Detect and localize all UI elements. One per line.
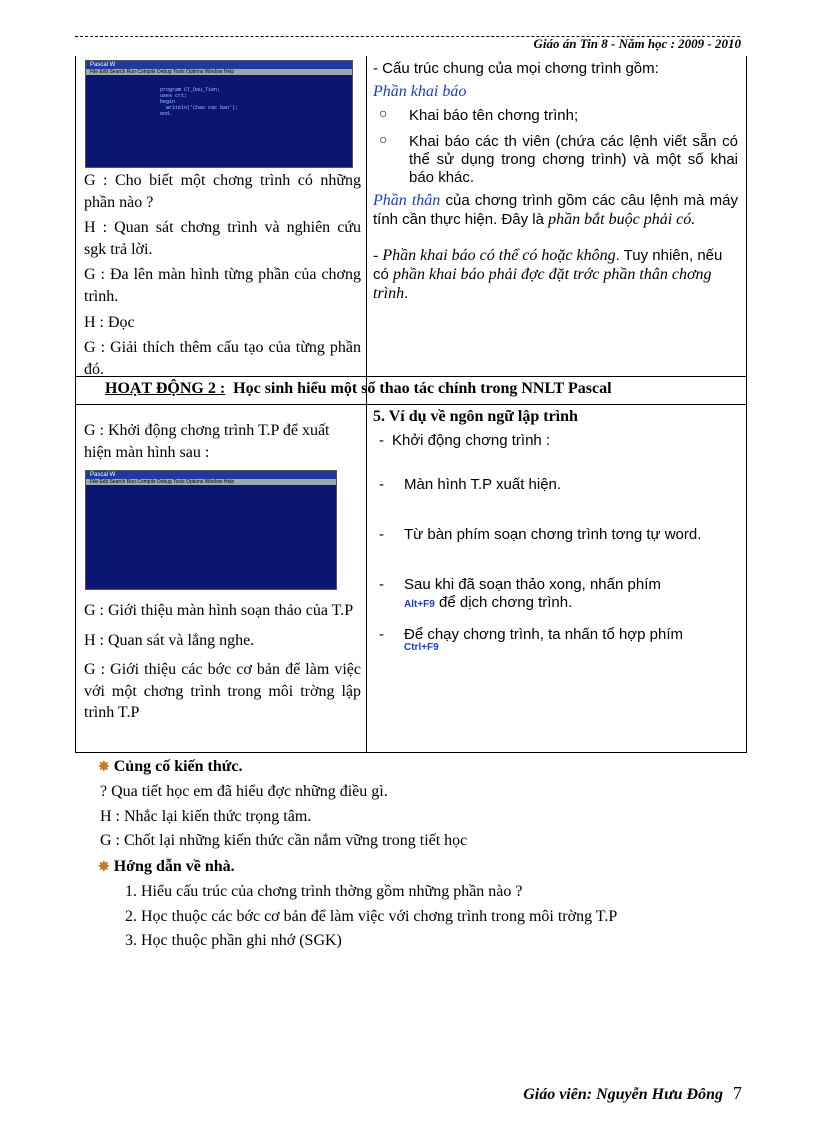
activity2-heading (105, 380, 745, 398)
page-header: Giáo án Tin 8 - Năm học : 2009 - 2010 (533, 36, 741, 51)
huongdan-title: Hớng dẫn về nhà. (113, 858, 235, 875)
text-line: G : Cho biết một chơng trình có những phần nào ? (84, 172, 361, 211)
star-icon: ✸ (98, 860, 110, 875)
text-line: G : Giới thiệu các bớc cơ bản để làm việc với một chơng trình trong môi trờng lập trình T.P (84, 661, 361, 722)
star-icon: ✸ (98, 760, 110, 775)
screen-title: Pascal W (86, 61, 352, 69)
list-item-text (373, 576, 738, 612)
list-item (373, 476, 738, 494)
activity2-label: HOẠT ĐỘNG 2 : (105, 380, 226, 397)
kb-lead: - Phần khai báo có thể có hoặc không (373, 246, 616, 264)
khai-bao-heading: Phần khai báo (373, 83, 467, 100)
text-line: H : Đọc (84, 313, 135, 331)
screen-menu: File Edit Search Run Compile Debug Tools Options Window Help (86, 479, 336, 485)
cungco-lines (100, 781, 760, 852)
than-paragraph (373, 191, 738, 229)
ctrl-f9-key: Ctrl+F9 (404, 642, 439, 653)
dash-marker: - (379, 432, 384, 449)
dash-marker: - (379, 626, 384, 643)
row2-left-top: G : Khởi động chơng trình T.P để xuất hiện màn hình sau : (84, 422, 330, 461)
dash-marker: - (379, 526, 384, 543)
cungco-line: ? Qua tiết học em đã hiểu đợc những điều gì. (100, 783, 388, 800)
list-item (373, 432, 738, 450)
than-lead: Phần thân (373, 192, 441, 210)
cungco-line: G : Chốt lại những kiến thức cần nắm vững trong tiết học (100, 832, 468, 850)
row1-left-text (84, 170, 361, 380)
activity2-title: Học sinh hiểu một số thao tác chính trong NNLT Pascal (233, 380, 612, 397)
example-title: 5. Ví dụ về ngôn ngữ lập trình (373, 408, 578, 425)
huongdan-list (125, 881, 755, 952)
kb-emphasis: phần khai báo phải đợc đặt trớc phần thân chơng trình (373, 265, 712, 302)
homework-item: 2. Học thuộc các bớc cơ bản để làm việc với chơng trình trong môi trờng T.P (125, 907, 618, 925)
text-line: H : Quan sát chơng trình và nghiên cứu sgk trả lời. (84, 219, 361, 258)
page-number: 7 (733, 1083, 742, 1103)
text-line: G : Giới thiệu màn hình soạn thảo của T.P (84, 602, 354, 619)
than-text: của chơng trình gồm các câu lệnh mà máy tính cần thực hiện. Đây là (373, 192, 738, 229)
list-item-line: Sau khi đã soạn thảo xong, nhấn phím (404, 576, 661, 593)
bullet-item (373, 107, 738, 125)
list-item (373, 526, 738, 544)
row-divider-2 (75, 404, 747, 405)
list-item-text (373, 626, 738, 654)
cungco-section (98, 756, 758, 778)
than-emphasis: phần bắt buộc phải có. (548, 211, 696, 229)
dash-marker: - (379, 476, 384, 493)
kb-text: . Tuy nhiên, nếu có (373, 246, 723, 283)
alt-f9-key: Alt+F9 (404, 599, 435, 610)
list-item (373, 626, 738, 654)
key1-after: để dịch chơng trình. (434, 594, 573, 611)
text-line: G : Giải thích thêm cấu tạo của từng phần đó. (84, 339, 361, 378)
footer-author: Giáo viên: Nguyễn Hưu Đông (523, 1086, 723, 1103)
text-line: G : Đa lên màn hình từng phần của chơng trình. (84, 266, 361, 305)
kb-paragraph (373, 246, 738, 304)
screen-code: program CT_Dau_Tien; uses crt; begin writeln('Chao cac ban'); end. (160, 87, 239, 117)
bullet-text: Khai báo tên chơng trình; (409, 107, 579, 125)
pascal-screenshot-2 (85, 470, 337, 590)
dash-marker: - (379, 576, 384, 593)
homework-item: 3. Học thuộc phần ghi nhớ (SGK) (125, 932, 342, 950)
row1-right-text (373, 60, 738, 303)
cungco-title: Củng cố kiến thức. (113, 758, 243, 775)
lesson-table (75, 56, 747, 753)
huongdan-section (98, 856, 758, 878)
kb-end: . (404, 284, 409, 302)
huongdan-heading (98, 856, 758, 878)
circle-bullet-icon: ○ (379, 131, 388, 148)
table-border-bottom (75, 752, 747, 753)
key-line (404, 594, 738, 612)
bullet-item (373, 133, 738, 187)
list-item-text: Màn hình T.P xuất hiện. (404, 476, 562, 493)
text-line: H : Quan sát và lắng nghe. (84, 631, 255, 649)
cungco-heading (98, 756, 758, 778)
screen-menu: File Edit Search Run Compile Debug Tools Options Window Help (86, 69, 352, 75)
structure-intro: - Cấu trúc chung của mọi chơng trình gồm: (373, 60, 659, 77)
homework-item: 1. Hiểu cấu trúc của chơng trình thờng gồm những phần nào ? (125, 883, 523, 900)
list-item-text: Từ bàn phím soạn chơng trình tơng tự word. (404, 526, 702, 543)
list-item (373, 576, 738, 612)
cungco-line: H : Nhắc lại kiến thức trọng tâm. (100, 807, 312, 825)
page-footer (523, 1083, 742, 1104)
screen-title: Pascal W (86, 471, 336, 479)
list-item-text: Khởi động chơng trình : (392, 432, 551, 449)
row2-left-bottom (84, 600, 361, 724)
pascal-screenshot-1 (85, 60, 353, 168)
circle-bullet-icon: ○ (379, 105, 388, 122)
bullet-text: Khai báo các th viên (chứa các lệnh viết sẵn có thể sử dụng trong chơng trình) và một số khai báo khác. (409, 133, 738, 187)
list-item-line: Để chạy chơng trình, ta nhấn tổ hợp phím (404, 626, 684, 643)
